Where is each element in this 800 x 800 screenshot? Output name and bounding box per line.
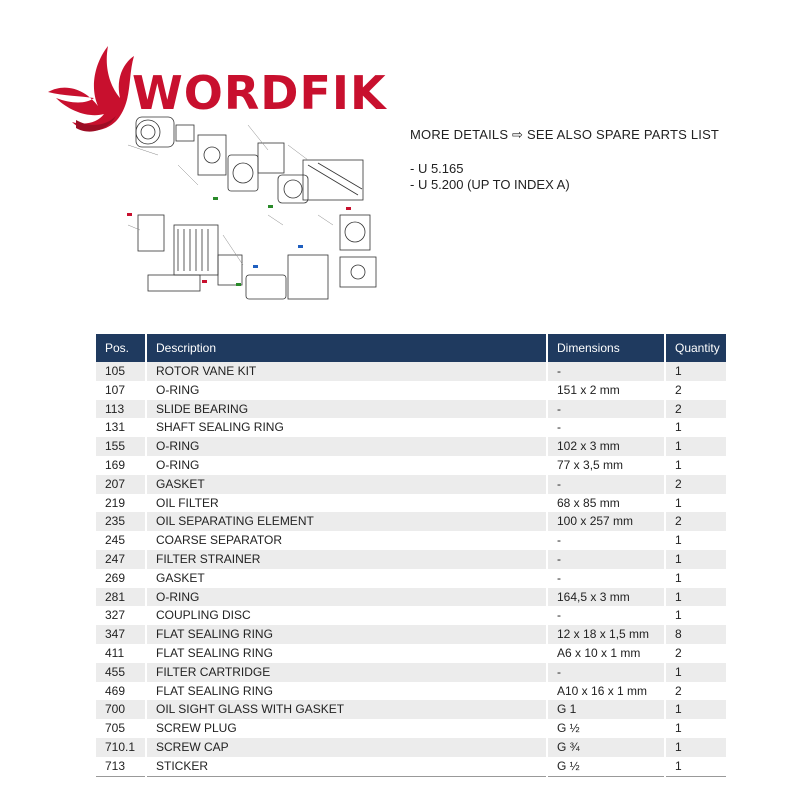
cell-dimensions: 102 x 3 mm [547,437,665,456]
table-row [96,512,726,531]
cell-quantity: 1 [665,757,726,776]
cell-description: O-RING [146,437,547,456]
table-row [96,663,726,682]
cell-description: SCREW CAP [146,738,547,757]
model-item: - U 5.200 (UP TO INDEX A) [410,177,570,192]
cell-quantity: 1 [665,700,726,719]
cell-pos: 169 [96,456,146,475]
cell-quantity: 1 [665,494,726,513]
brand-name: WORDFIK [132,66,387,120]
table-row [96,569,726,588]
cell-description: OIL FILTER [146,494,547,513]
table-row [96,757,726,776]
cell-quantity: 1 [665,437,726,456]
cell-quantity: 1 [665,456,726,475]
cell-description: STICKER [146,757,547,776]
cell-pos: 269 [96,569,146,588]
cell-pos: 469 [96,682,146,701]
more-details-text: MORE DETAILS ⇨ SEE ALSO SPARE PARTS LIST [410,127,720,142]
spare-parts-table [96,334,726,777]
cell-dimensions: A6 x 10 x 1 mm [547,644,665,663]
cell-quantity: 1 [665,588,726,607]
cell-dimensions: G ¾ [547,738,665,757]
cell-dimensions: 151 x 2 mm [547,381,665,400]
cell-quantity: 2 [665,475,726,494]
cell-description: OIL SIGHT GLASS WITH GASKET [146,700,547,719]
cell-pos: 107 [96,381,146,400]
cell-description: O-RING [146,381,547,400]
cell-quantity: 2 [665,512,726,531]
table-row [96,456,726,475]
header-dimensions: Dimensions [547,334,665,362]
cell-dimensions: - [547,663,665,682]
cell-description: SCREW PLUG [146,719,547,738]
cell-pos: 219 [96,494,146,513]
table-row [96,531,726,550]
cell-quantity: 2 [665,400,726,419]
cell-dimensions: - [547,475,665,494]
cell-pos: 207 [96,475,146,494]
cell-dimensions: 100 x 257 mm [547,512,665,531]
cell-dimensions: - [547,362,665,381]
cell-description: FILTER STRAINER [146,550,547,569]
table-row [96,494,726,513]
cell-pos: 113 [96,400,146,419]
table-row [96,418,726,437]
cell-quantity: 1 [665,738,726,757]
table-row [96,381,726,400]
cell-dimensions: A10 x 16 x 1 mm [547,682,665,701]
header-pos: Pos. [96,334,146,362]
table-row [96,400,726,419]
cell-pos: 455 [96,663,146,682]
cell-dimensions: G ½ [547,719,665,738]
table-row [96,588,726,607]
cell-dimensions: 164,5 x 3 mm [547,588,665,607]
cell-pos: 705 [96,719,146,738]
header-description: Description [146,334,547,362]
cell-description: COARSE SEPARATOR [146,531,547,550]
cell-description: FLAT SEALING RING [146,644,547,663]
cell-pos: 131 [96,418,146,437]
cell-dimensions: 12 x 18 x 1,5 mm [547,625,665,644]
cell-pos: 235 [96,512,146,531]
cell-quantity: 1 [665,569,726,588]
cell-description: FILTER CARTRIDGE [146,663,547,682]
cell-dimensions: - [547,531,665,550]
model-item: - U 5.165 [410,161,464,176]
cell-dimensions: G 1 [547,700,665,719]
cell-pos: 105 [96,362,146,381]
cell-pos: 245 [96,531,146,550]
cell-description: ROTOR VANE KIT [146,362,547,381]
cell-dimensions: - [547,569,665,588]
table-row [96,682,726,701]
table-row [96,719,726,738]
cell-dimensions: 77 x 3,5 mm [547,456,665,475]
table-row [96,475,726,494]
cell-description: COUPLING DISC [146,606,547,625]
cell-description: O-RING [146,456,547,475]
table-row [96,738,726,757]
table-row [96,644,726,663]
table-row [96,437,726,456]
cell-quantity: 2 [665,682,726,701]
cell-dimensions: - [547,550,665,569]
cell-dimensions: - [547,606,665,625]
cell-pos: 247 [96,550,146,569]
cell-dimensions: - [547,418,665,437]
table-row [96,362,726,381]
cell-quantity: 8 [665,625,726,644]
cell-pos: 347 [96,625,146,644]
cell-description: SLIDE BEARING [146,400,547,419]
cell-pos: 700 [96,700,146,719]
cell-quantity: 1 [665,531,726,550]
table-row [96,606,726,625]
table-header-row [96,334,726,362]
cell-description: FLAT SEALING RING [146,682,547,701]
cell-description: O-RING [146,588,547,607]
cell-quantity: 1 [665,362,726,381]
motor-assembly-icon [136,117,370,250]
cell-pos: 327 [96,606,146,625]
cell-description: OIL SEPARATING ELEMENT [146,512,547,531]
cell-quantity: 1 [665,663,726,682]
cell-quantity: 1 [665,719,726,738]
cell-dimensions: - [547,400,665,419]
exploded-parts-diagram [118,105,383,315]
cell-pos: 710.1 [96,738,146,757]
table-row [96,700,726,719]
cell-quantity: 1 [665,550,726,569]
cell-pos: 713 [96,757,146,776]
header-quantity: Quantity [665,334,726,362]
cell-quantity: 2 [665,381,726,400]
cell-pos: 281 [96,588,146,607]
table-row [96,625,726,644]
cell-description: FLAT SEALING RING [146,625,547,644]
cell-quantity: 1 [665,606,726,625]
cell-pos: 155 [96,437,146,456]
cell-pos: 411 [96,644,146,663]
cell-dimensions: 68 x 85 mm [547,494,665,513]
cell-quantity: 2 [665,644,726,663]
cell-description: GASKET [146,569,547,588]
cell-dimensions: G ½ [547,757,665,776]
cell-quantity: 1 [665,418,726,437]
cell-description: SHAFT SEALING RING [146,418,547,437]
cell-description: GASKET [146,475,547,494]
table-row [96,550,726,569]
info-block [410,127,719,193]
